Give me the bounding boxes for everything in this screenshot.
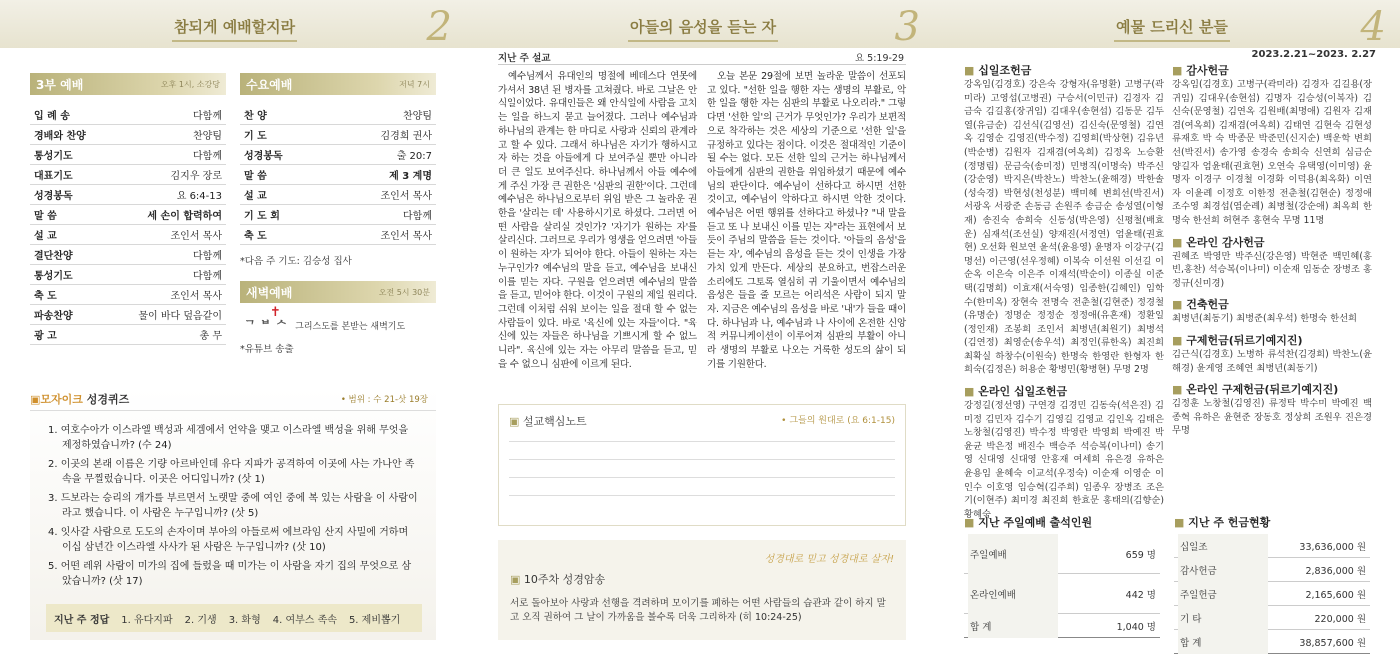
- stat-value: 442 명: [1125, 589, 1156, 601]
- stat-value: 659 명: [1125, 549, 1156, 561]
- attendance-table: [964, 514, 1160, 638]
- memory-verse: [498, 540, 906, 640]
- program-row: [30, 205, 226, 225]
- row-value: 세 손이 합력하여: [147, 211, 222, 222]
- stat-label: 합 계: [1178, 630, 1268, 654]
- quiz-range: • 범위 : 수 21-삿 19장: [340, 395, 428, 405]
- service-label: 새벽예배: [246, 285, 293, 300]
- page-title: 참되게 예배할지라: [172, 16, 297, 42]
- row-label: 말 씀: [34, 211, 57, 222]
- row-value: 다함께: [193, 151, 222, 162]
- page-header: [0, 0, 466, 48]
- quiz-answer: 1. 유다지파: [121, 614, 173, 626]
- note-line: [509, 441, 895, 459]
- page-header: [466, 0, 934, 48]
- program-row: [30, 245, 226, 265]
- page-number: 2: [426, 4, 452, 50]
- offering-group-names: 강옥임(김경호) 강은숙 강형자(유명환) 고병구(곽미라) 고영섭(고병권) 구승서(이민규) 김경자 김금숙 김길홍(장귀임) 김대우(송현섭) 김동문 김두열(유금순) 김선식(김영선) 김신숙(문영철) 김연옥 김영순 김영진(박수정) 김영희(박상현) 김유년(박순병) 김원자 김재겸(여옥희) 김정옥 노승환(정명림) 문금숙(송미정) 민병직(이명숙) 박주신(강순영) 박지은(박찬노) 박찬노(윤해경) 박한솔(성숙경) 박현성(천성분) 백미혜 변희선(박진서) 서광옥 서광준 손동금 손원주 송금순 송성열(이형재) 송진숙 송희숙 신동성(박은영) 신평철(배효운) 심재석(조선실) 양재진(서정연) 엄윤태(권효현) 오선화 원보연 윤석(윤용영) 윤명자 이강구(김명선) 이근영(선우정혜) 이복숙 이선원 이선길 이순옥 이은숙 이은주 이재석(박순이) 이종실 이준택(김명희) 이효재(서숙영) 임종한(김혜인) 임학수(한미옥) 장현숙 전명숙 전춘철(김현준) 정경철(유명순) 정명순 정정순 정정애(유혼재) 정환일(정인재) 조봉희 조인서 최병년(최원기) 최병석(김연정) 최영순(송우석) 최정인(류한옥) 최진희 최확실 하창수(이원숙) 한명숙 한영란 한형자 한희숙(김정은) 허용순 황병민(황병현) 무명 2명: [964, 79, 1164, 376]
- row-label: 축 도: [244, 231, 267, 242]
- note-line: [509, 495, 895, 513]
- page-header: [934, 0, 1400, 48]
- offering-group-title: ■ 온라인 감사헌금: [1172, 234, 1372, 250]
- row-value: 조인서 목사: [170, 291, 222, 302]
- stat-label: 주일예배: [968, 534, 1058, 574]
- row-value: 조인서 목사: [380, 191, 432, 202]
- page-number: 3: [894, 4, 920, 50]
- sermon-col-1: 예수님께서 유대인의 명절에 베데스다 연못에 가셔서 38년 된 병자를 고쳐줬다. 바로 그날은 안식일이었다. 유대인들은 왜 안식일에 사람을 고치는 일을 하느지 묻고 늘어졌다. 그러나 예수님과 하나님의 관계는 한 마디로 사랑과 신뢰의 관계라고 할 수 있다. 그래서 하나님은 자기가 행하시고자 하는 것을 아들에게 다 보여주실 뿐만 아니라 더 큰 일도 보여주신다. 하나님께서 아들 예수에게 주신 가장 큰 권한은 '심판의 권한'이다. 그런데 예수님은 하나님으로부터 위임 받은 그 놀라운 권한을 '살리는 데' 사용하시기로 하셨다. 그러면 어떤 사람을 살리실 것인가? '자기가 원하는 자'를 살리신다. 그러므로 우리가 영생을 얻으려면 '아들이 원하는 자'가 되어야 한다. 아들이 원하는 자는 누구인가? 예수님의 말을 듣고, 예수님을 보내신 이를 믿는 자다. 구원을 얻으려면 예수님의 말씀을 듣고, 믿어야 한다. 이것이 구원의 제일 원리다. 그런데 이처럼 쉬워 보이는 일을 절대 할 수 없는 사람들이 있다. 바로 '육신에 있는 자들'이다. "육신에 있는 자들은 하나님을 기쁘시게 할 수 없느니라". 육신에 있는 자는 아무리 말씀을 듣고, 믿을 수 없으니 심판에 이르게 된다.: [498, 71, 697, 370]
- row-label: 기 도: [244, 131, 267, 142]
- row-value: 김지우 장로: [170, 171, 222, 182]
- stat-value: 2,165,600 원: [1305, 589, 1366, 601]
- cross-icon: ✝: [270, 305, 281, 320]
- quiz-answer: 2. 기생: [184, 614, 217, 626]
- row-value: 찬양팀: [403, 111, 432, 122]
- program-row: [30, 285, 226, 305]
- program-row: [30, 225, 226, 245]
- program-row: [30, 185, 226, 205]
- row-value: 김경희 권사: [380, 131, 432, 142]
- quiz-answer: 3. 화형: [228, 614, 261, 626]
- sermon-col-2: 오늘 본문 29절에 보면 놀라운 말씀이 선포되고 있다. "선한 일을 행한 자는 생명의 부활로, 악한 일을 행한 자는 심판의 부활로 나오리라." 그렇다면 '선한 일'의 근거가 무엇인가? 우리가 보편적으로 착각하는 것은 세상의 기준으로 '선한 일'을 규정하고 있다는 점이다. 이것은 절대적인 기준이 될 수는 없다. 모든 선한 일의 근거는 하나님께서 아들에게 심판의 권한을 위임하셨기 때문에 예수님의 판단이다. 예수님이 선하다고 하시면 선한 것이고, 예수님이 악하다고 하시면 악한 것이다. 예수님은 어떤 행위를 선하다고 하셨나? "내 말을 듣고 또 나 보내신 이를 믿는 자"라는 표현에서 보듯이 주님의 말씀을 듣는 것이다. '아들의 음성'을 듣는 자', 예수님의 음성을 듣는 것이 인생을 가장 가치 있게 만든다. 세상의 분요하고, 번잡스러운 소리에도 그토록 열심히 귀 기울이면서 예수님의 음성은 들을 줄 모르는 어리석은 사람이 되지 말자. 지금은 예수님의 음성을 바로 '내'가 들을 때이다. 하나님과 나, 예수님과 나 사이에 온전한 신앙적 커뮤니케이션이 이루어져 심판의 부활이 아니라 생명의 부활로 나오는 거룩한 성도의 삶이 되기를 기원한다.: [707, 71, 906, 370]
- program-row: [30, 305, 226, 325]
- offering-group-names: 권혜조 박영만 박주신(강은영) 박현준 백민혜(홍빈,홍찬) 석승복(이나미) 이순재 임동순 장병조 홍정규(신미경): [1172, 250, 1372, 289]
- service-header: [30, 73, 226, 95]
- service-wednesday: [240, 73, 436, 355]
- offering-table: [1174, 514, 1370, 654]
- page-number: 4: [1360, 4, 1386, 50]
- stat-row: [1174, 558, 1370, 582]
- program-row: [30, 145, 226, 165]
- row-label: 말 씀: [244, 171, 267, 182]
- row-value: 다함께: [403, 211, 432, 222]
- row-label: 통성기도: [34, 271, 73, 282]
- row-value: 출 20:7: [396, 151, 432, 162]
- memory-title: 10주차 성경암송: [523, 573, 606, 586]
- program-row: [30, 265, 226, 285]
- quiz-title: 성경퀴즈: [86, 393, 130, 406]
- youtube-note: *유튜브 송출: [240, 344, 294, 355]
- quiz-brand-icon: ▣: [30, 393, 41, 406]
- service-label: 3부 예배: [36, 77, 84, 92]
- offering-group-names: 강옥임(김경호) 고병구(곽미라) 김경자 김길용(장귀임) 김대우(송현섭) 김명자 김승성(이복자) 김신숙(문영철) 김연옥 김원배(최명애) 김원자 김재겸(여옥희) 김재겸(여옥희) 김태연 김현숙 김현성 류재호 박 숙 박종문 박준민(신지순) 백운학 변희선(박진서) 송가영 송경숙 송희숙 신연희 심금순 양길자 엄윤태(권효현) 오연숙 유택영(이미영) 윤명자 이경구 이경철 이경화 이덕용(최옥화) 이연자 이윤례 이정호 이한정 전춘철(김현순) 정정애 조수영 최경섭(염순례) 최병철(강순애) 최옥희 한명숙 한선희 허현주 홍현숙 무명 11명: [1172, 79, 1372, 226]
- row-value: 찬양팀: [193, 131, 222, 142]
- offering-group-title: ■ 온라인 구제헌금(뒤르기예지진): [1172, 381, 1372, 397]
- row-label: 찬 양: [244, 111, 267, 122]
- stat-label: 십일조: [1178, 534, 1268, 558]
- stat-value: 220,000 원: [1314, 613, 1366, 625]
- answers-label: 지난 주 정답: [54, 614, 110, 626]
- sermon-sub: 지난 주 설교: [498, 53, 551, 64]
- program-row: [240, 105, 436, 125]
- offering-group-title: ■ 감사헌금: [1172, 62, 1372, 78]
- page-worship: [0, 0, 466, 662]
- program-row: [240, 165, 436, 185]
- offering-group-title: ■ 구제헌금(뒤르기예지진): [1172, 332, 1372, 348]
- offering-group-title: ■ 건축헌금: [1172, 296, 1372, 312]
- quiz-answers: [46, 604, 422, 632]
- prayer-note: *다음 주 기도: 김승성 집사: [240, 256, 352, 267]
- stat-label: 기 타: [1178, 606, 1268, 630]
- stat-row: [1174, 606, 1370, 630]
- row-value: 조인서 목사: [170, 231, 222, 242]
- row-label: 결단찬양: [34, 251, 73, 262]
- row-label: 파송찬양: [34, 311, 73, 322]
- dawn-logo: [240, 303, 436, 337]
- row-label: 광 고: [34, 331, 57, 342]
- attendance-title: ■ 지난 주일예배 출석인원: [964, 514, 1160, 530]
- stat-value: 38,857,600 원: [1299, 637, 1366, 649]
- note-line: [509, 459, 895, 477]
- offering-col-1: [964, 62, 1164, 520]
- offering-period: 2023.2.21~2023. 2.27: [1251, 49, 1376, 60]
- memory-icon: ▣: [510, 573, 521, 586]
- stat-row: [1174, 582, 1370, 606]
- offering-group-names: 김근식(김경호) 노병하 류석찬(김경희) 박찬노(윤해경) 윤게영 조혜연 최병년(최동기): [1172, 348, 1372, 374]
- row-value: 다함께: [193, 111, 222, 122]
- program-row: [240, 225, 436, 245]
- row-value: 총 무: [199, 331, 222, 342]
- sermon-ref: 요 5:19-29: [854, 53, 904, 64]
- service-label: 수요예배: [246, 77, 293, 92]
- stat-row: [964, 614, 1160, 638]
- row-label: 기 도 회: [244, 211, 280, 222]
- stat-value: 1,040 명: [1116, 621, 1156, 633]
- service-time: 오전 5시 30분: [378, 287, 430, 297]
- row-label: 통성기도: [34, 151, 73, 162]
- note-icon: ▣: [509, 415, 520, 428]
- quiz-header: [30, 388, 436, 411]
- row-value: 요 6:4-13: [176, 191, 222, 202]
- notes-title: 설교핵심노트: [522, 415, 587, 428]
- quiz-question: 3. 드보라는 승리의 개가를 부르면서 노랫말 중에 여인 중에 복 있는 사람을 이 사람이라고 했습니다. 이 사람은 누구입니까? (삿 5): [48, 493, 418, 519]
- notes-ref: • 그들의 원대로 (요 6:1-15): [781, 416, 895, 426]
- logo-slogan: 그리스도를 본받는 새벽기도: [295, 321, 406, 332]
- offering-group-names: 강정길(정선영) 구연경 김경민 김동숙(석은진) 김미정 김민자 김수기 김영길 김영교 김인옥 김태은 노창철(김영진) 박수정 박영란 박영희 박예진 박윤균 박은정 배진수 백승주 석승복(이나미) 송기영 신대영 신대영 안홍재 여세희 유은경 유하은 윤용임 윤혜숙 이교석(우정숙) 이순재 이영순 이인수 이호영 임승혁(김주희) 임종우 장병조 조은기(이현주) 최미경 최진희 한효문 홍태의(김향순) 황혜숙: [964, 400, 1164, 520]
- quiz-answer: 5. 제비뽑기: [348, 614, 401, 626]
- row-label: 입 례 송: [34, 111, 70, 122]
- stat-row: [964, 534, 1160, 574]
- row-value: 제 3 계명: [389, 171, 432, 182]
- program-row: [30, 325, 226, 345]
- service-header: [240, 281, 436, 303]
- row-value: 다함께: [193, 271, 222, 282]
- service-time: 오후 1시, 소강당: [160, 79, 220, 89]
- program-row: [240, 145, 436, 165]
- offering-group-names: 김정훈 노창철(김영진) 류정탁 박수미 박예진 백종혁 유하은 윤현준 장동호 정상희 조원우 진은경 무명: [1172, 398, 1372, 437]
- offering-group-title: ■ 온라인 십일조헌금: [964, 383, 1164, 399]
- quiz-question: 4. 잇사갈 사람으로 도도의 손자이며 부아의 아들로써 에브라임 산지 사밀에 거하며 이십 삼년간 이스라엘 사사가 된 사람은 누구입니까? (삿 10): [48, 527, 409, 553]
- quiz-brand: 모자이크: [40, 393, 83, 406]
- program-row: [240, 125, 436, 145]
- offering-group-title: ■ 십일조헌금: [964, 62, 1164, 78]
- note-line: [509, 477, 895, 495]
- row-value: 조인서 목사: [380, 231, 432, 242]
- row-label: 성경봉독: [34, 191, 73, 202]
- program-row: [240, 205, 436, 225]
- quiz-answer: 4. 여부스 족속: [272, 614, 337, 626]
- stat-row: [1174, 534, 1370, 558]
- memory-slogan: 성경대로 믿고 성경대로 살자!: [764, 554, 894, 565]
- quiz-question: 2. 이곳의 본래 이름은 기량 아르바인데 유다 지파가 공격하여 이곳에 사는 가나안 족속을 무찔렀습니다. 이곳은 어디입니까? (삿 1): [48, 459, 415, 485]
- stat-row: [964, 574, 1160, 614]
- offering-group-names: 최병년(최동기) 최병준(최우석) 한명숙 한선희: [1172, 313, 1358, 325]
- row-label: 설 교: [34, 231, 57, 242]
- service-3rd: [30, 73, 226, 345]
- program-row: [30, 125, 226, 145]
- row-value: 다함께: [193, 251, 222, 262]
- stat-label: 합 계: [968, 614, 1058, 638]
- program-row: [30, 165, 226, 185]
- stat-label: 주일헌금: [1178, 582, 1268, 606]
- page-title: 예물 드리신 분들: [1114, 16, 1230, 42]
- row-label: 설 교: [244, 191, 267, 202]
- row-value: 물이 바다 덮음같이: [138, 311, 222, 322]
- quiz-question: 1. 여호수아가 이스라엘 백성과 세겜에서 언약을 맺고 이스라엘 백성을 위해 무엇을 제정하였습니까? (수 24): [48, 425, 409, 451]
- bible-quiz: [30, 388, 436, 640]
- stat-label: 온라인예배: [968, 574, 1058, 614]
- logo-letters: ᄀ ᄇ ᄉ: [244, 318, 288, 333]
- row-label: 축 도: [34, 291, 57, 302]
- sermon-notes: [498, 404, 906, 526]
- row-label: 성경봉독: [244, 151, 283, 162]
- page-sermon: [466, 0, 934, 662]
- row-label: 경배와 찬양: [34, 131, 86, 142]
- stat-label: 감사헌금: [1178, 558, 1268, 582]
- page-offerings: [934, 0, 1400, 662]
- offering-col-2: [1172, 62, 1372, 506]
- page-title: 아들의 음성을 듣는 자: [628, 16, 778, 42]
- stat-value: 33,636,000 원: [1299, 541, 1366, 553]
- stat-row: [1174, 630, 1370, 654]
- program-row: [240, 185, 436, 205]
- memory-text: 서로 돌아보아 사랑과 선행을 격려하며 모이기를 폐하는 어떤 사람들의 습관과 같이 하지 말고 오직 권하여 그 날이 가까움을 볼수록 더욱 그리하자 (히 10:24-25): [510, 598, 886, 623]
- quiz-question: 5. 어떤 레위 사람이 미가의 집에 들렀을 때 미가는 이 사람을 자기 집의 무엇으로 삼았습니까? (삿 17): [48, 561, 412, 587]
- service-time: 저녁 7시: [399, 79, 430, 89]
- program-row: [30, 105, 226, 125]
- offering-title: ■ 지난 주 헌금현황: [1174, 514, 1370, 530]
- stat-value: 2,836,000 원: [1305, 565, 1366, 577]
- service-header: [240, 73, 436, 95]
- row-label: 대표기도: [34, 171, 73, 182]
